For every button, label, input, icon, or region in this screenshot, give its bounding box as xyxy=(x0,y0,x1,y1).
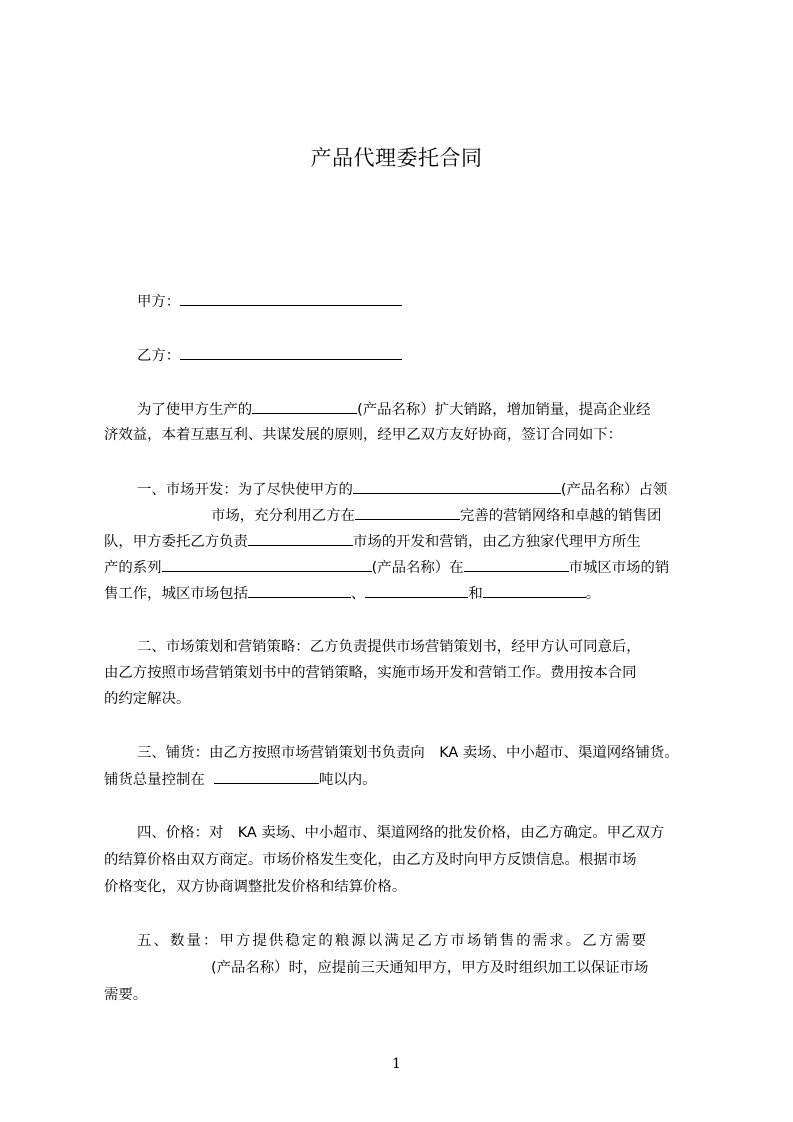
intro-line-2: 济效益，本着互惠互利、共谋发展的原则，经甲乙双方友好协商，签订合同如下： xyxy=(104,427,623,443)
party-b-label: 乙方： xyxy=(137,348,181,364)
s3-line-1: 三、铺货：由乙方按照市场营销策划书负责向 KA 卖场、中小超市、渠道网络铺货。 xyxy=(137,745,679,761)
s1-blank-product xyxy=(353,479,561,494)
s1-text-3a: 队，甲方委托乙方负责 xyxy=(104,534,248,550)
intro-text-1a: 为了使甲方生产的 xyxy=(137,402,253,418)
s1-blank-region xyxy=(355,505,460,520)
document-title: 产品代理委托合同 xyxy=(310,146,483,170)
s1-text-2a: 市场，充分利用乙方在 xyxy=(211,508,355,524)
s1-text-5c: 和 xyxy=(468,586,483,602)
s4-line-1: 四、价格：对 KA 卖场、中小超市、渠道网络的批发价格，由乙方确定。甲乙双方 xyxy=(137,825,665,841)
s2-line-1: 二、市场策划和营销策略：乙方负责提供市场营销策划书，经甲方认可同意后， xyxy=(137,639,641,655)
s1-text-1a: 一、市场开发：为了尽快使甲方的 xyxy=(137,482,353,498)
intro-text-1b: (产品名称）扩大销路，增加销量，提高企业经 xyxy=(357,402,651,418)
s1-text-3b: 市场的开发和营销，由乙方独家代理甲方所生 xyxy=(352,534,641,550)
party-a-label: 甲方： xyxy=(137,294,181,310)
s1-line-5 xyxy=(104,583,600,604)
s1-text-5d: 。 xyxy=(585,586,601,602)
intro-line-1 xyxy=(137,399,651,420)
s1-text-2b: 完善的营销网络和卓越的销售团 xyxy=(459,508,662,524)
s4-line-3: 价格变化，双方协商调整批发价格和结算价格。 xyxy=(104,879,407,895)
s5-line-1: 五、数量：甲方提供稳定的粮源以满足乙方市场销售的需求。乙方需要 xyxy=(137,933,649,949)
party-b-blank xyxy=(180,345,402,360)
s2-line-2: 由乙方按照市场营销策划书中的营销策略，实施市场开发和营销工作。费用按本合同 xyxy=(104,665,637,681)
s3-text-2a: 铺货总量控制在 xyxy=(104,772,205,788)
s1-blank-series xyxy=(162,557,372,572)
s1-text-4b: (产品名称）在 xyxy=(371,560,464,576)
s3-blank-tonnage xyxy=(214,769,319,784)
s4-line-2: 的结算价格由双方商定。市场价格发生变化，由乙方及时向甲方反馈信息。根据市场 xyxy=(104,852,637,868)
party-a-blank xyxy=(180,291,402,306)
s1-text-4a: 产的系列 xyxy=(104,560,162,576)
s1-line-4 xyxy=(104,557,669,578)
s1-text-4c: 市城区市场的销 xyxy=(568,560,670,576)
s1-text-5a: 售工作，城区市场包括 xyxy=(104,586,248,602)
party-b-line xyxy=(137,345,402,366)
s1-blank-market xyxy=(248,531,353,546)
page-number: 1 xyxy=(392,1056,401,1072)
s1-blank-area-3 xyxy=(483,583,586,598)
s1-blank-area-2 xyxy=(365,583,468,598)
s1-line-3 xyxy=(104,531,641,552)
s1-blank-area-1 xyxy=(248,583,351,598)
party-a-line xyxy=(137,291,402,312)
s3-line-2 xyxy=(104,769,376,790)
s5-line-3: 需要。 xyxy=(104,987,148,1003)
product-name-blank-1 xyxy=(252,399,357,414)
s1-text-1b: (产品名称）占领 xyxy=(560,482,668,498)
s3-text-2b: 吨以内。 xyxy=(318,772,377,788)
s1-line-2 xyxy=(211,505,661,526)
s5-line-2: (产品名称）时，应提前三天通知甲方，甲方及时组织加工以保证市场 xyxy=(211,960,649,976)
s2-line-3: 的约定解决。 xyxy=(104,691,191,707)
s1-text-5b: 、 xyxy=(350,586,366,602)
s1-line-1 xyxy=(137,479,667,500)
s1-blank-city xyxy=(464,557,569,572)
